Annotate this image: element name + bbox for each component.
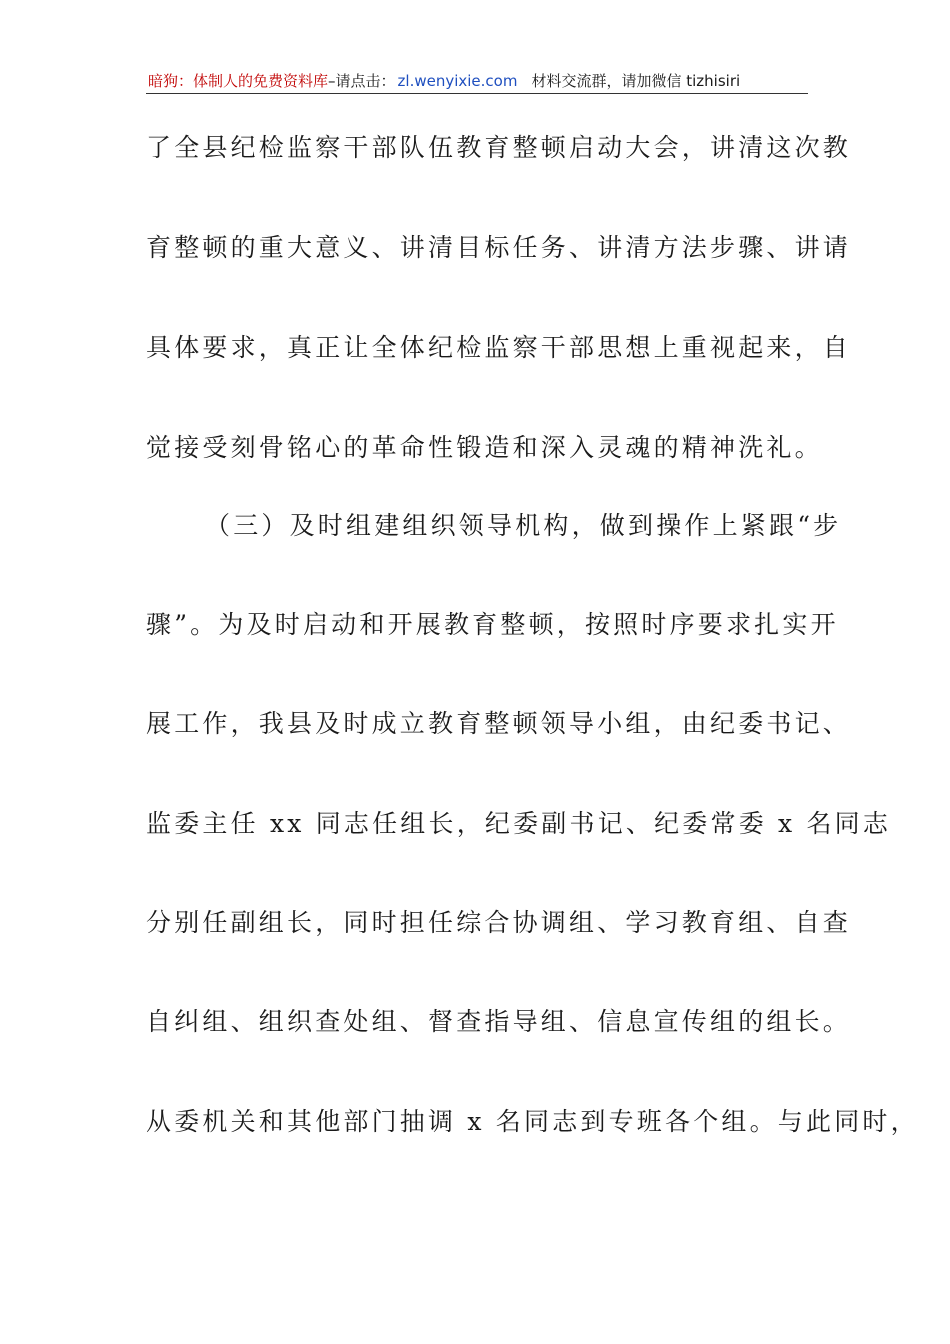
section-heading-line: （三）及时组建组织领导机构，做到操作上紧跟“步 [205,511,842,540]
body-line: 分别任副组长，同时担任综合协调组、学习教育组、自查 [146,908,852,937]
body-line: 监委主任 xx 同志任组长，纪委副书记、纪委常委 x 名同志 [146,809,892,838]
body-line: 骤”。为及时启动和开展教育整顿，按照时序要求扎实开 [146,610,839,639]
body-line: 具体要求，真正让全体纪检监察干部思想上重视起来，自 [146,333,852,362]
body-line: 育整顿的重大意义、讲清目标任务、讲清方法步骤、讲请 [146,233,852,262]
header-brand: 暗狗：体制人的免费资料库 [148,72,329,90]
body-line: 自纠组、组织查处组、督查指导组、信息宣传组的组长。 [146,1007,852,1036]
header-divider [146,93,808,94]
body-line: 展工作，我县及时成立教育整顿领导小组，由纪委书记、 [146,709,852,738]
body-line: 觉接受刻骨铭心的革命性锻造和深入灵魂的精神洗礼。 [146,433,823,462]
page-header [148,70,806,92]
body-line: 了全县纪检监察干部队伍教育整顿启动大会，讲清这次教 [146,133,852,162]
header-click-text: –请点击： [328,72,396,90]
body-line: 从委机关和其他部门抽调 x 名同志到专班各个组。与此同时， [146,1107,919,1136]
header-link[interactable]: zl.wenyixie.com [397,72,518,90]
header-group-info: 材料交流群，请加微信 tizhisiri [531,72,741,90]
